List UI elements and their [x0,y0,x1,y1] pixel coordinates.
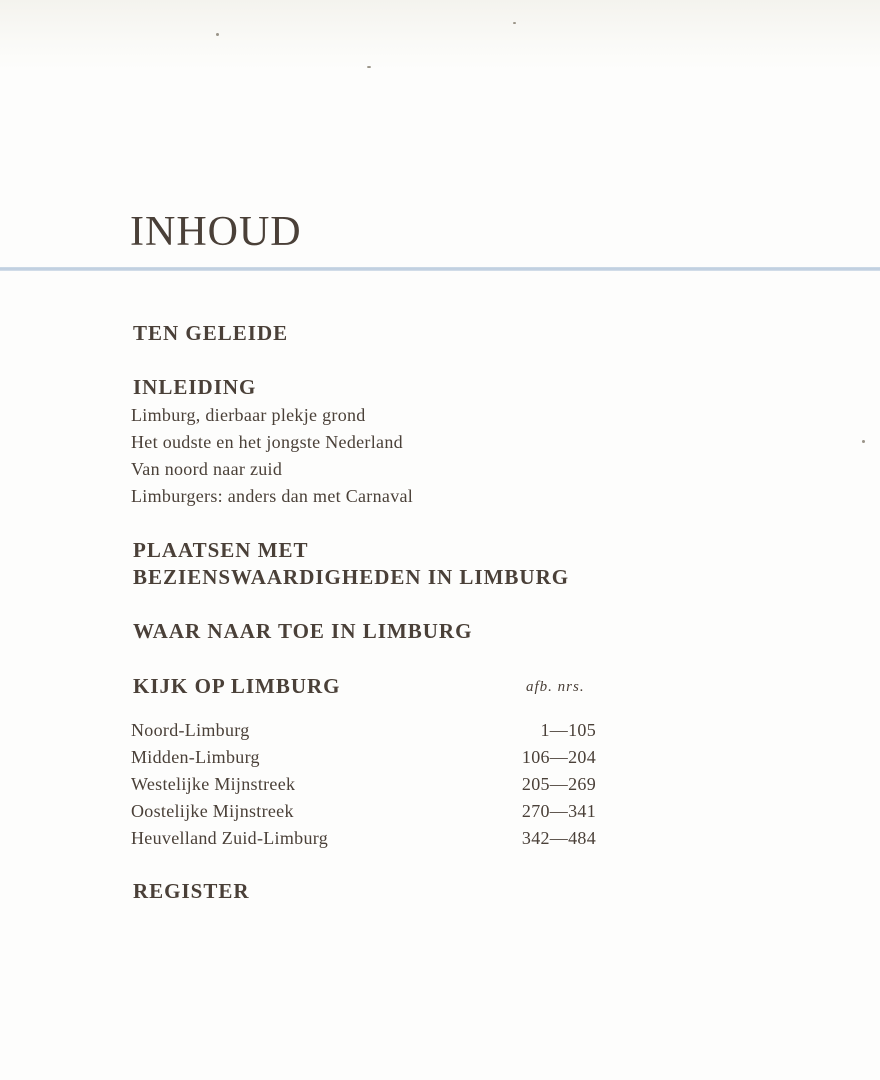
heading-plaatsen-line2: BEZIENSWAARDIGHEDEN IN LIMBURG [133,565,570,589]
table-row-range: 342—484 [521,828,596,848]
title-divider [0,267,880,271]
table-row-range: 1—105 [540,720,596,740]
heading-register: REGISTER [133,879,250,903]
list-item: Limburgers: anders dan met Carnaval [131,486,414,506]
heading-ten-geleide: TEN GELEIDE [133,321,289,345]
page-top-edge [0,0,880,70]
paper-speck [862,440,865,443]
table-row-label: Westelijke Mijnstreek [131,774,296,794]
table-row-range: 270—341 [521,801,596,821]
page-title: INHOUD [130,209,302,255]
paper-speck [367,66,371,68]
table-row-range: 106—204 [521,747,596,767]
heading-inleiding: INLEIDING [133,375,257,399]
heading-waar-naar-toe: WAAR NAAR TOE IN LIMBURG [133,619,473,643]
table-row-label: Heuvelland Zuid-Limburg [131,828,329,848]
table-row-label: Oostelijke Mijnstreek [131,801,294,821]
paper-speck [216,33,219,36]
heading-plaatsen-line1: PLAATSEN MET [133,538,309,562]
heading-kijk-op-limburg: KIJK OP LIMBURG [133,674,341,698]
table-row-range: 205—269 [521,774,596,794]
list-item: Van noord naar zuid [131,459,283,479]
paper-speck [513,22,516,24]
column-label-afb-nrs: afb. nrs. [526,679,585,695]
list-item: Limburg, dierbaar plekje grond [131,405,366,425]
table-row-label: Noord-Limburg [131,720,250,740]
list-item: Het oudste en het jongste Nederland [131,432,403,452]
table-row-label: Midden-Limburg [131,747,260,767]
